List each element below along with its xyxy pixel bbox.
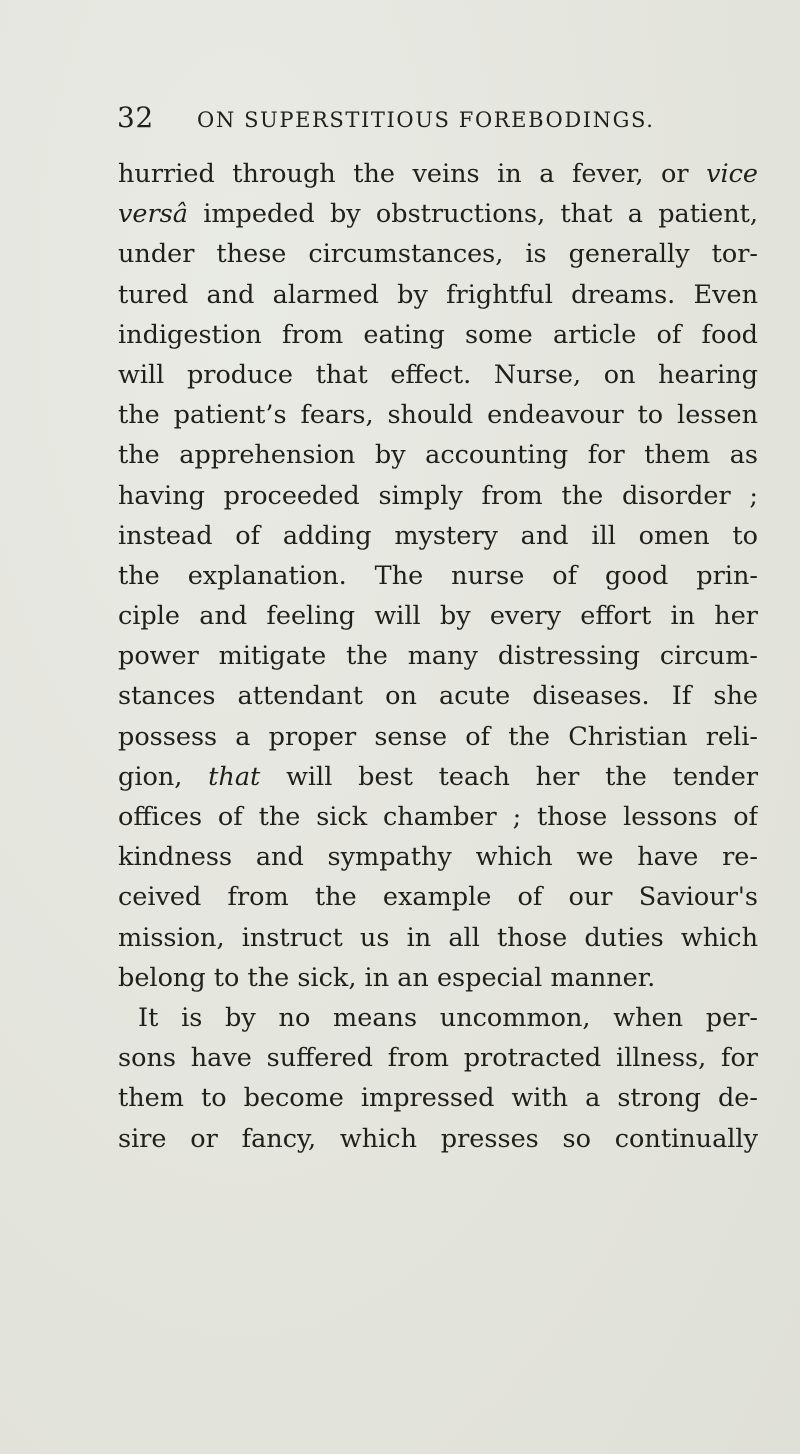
text-line: the explanation. The nurse of good prin- <box>118 560 758 591</box>
body-text <box>118 154 758 1159</box>
text-line: the apprehension by accounting for them as <box>118 440 758 471</box>
text-line: sons have suffered from protracted illness, for <box>118 1043 758 1074</box>
text-line: offices of the sick chamber ; those lessons of <box>118 802 758 832</box>
text-line: the patient’s fears, should endeavour to lessen <box>118 400 758 431</box>
page-header <box>117 96 757 140</box>
text-line <box>118 154 758 194</box>
text-line <box>118 757 758 797</box>
text-line-content: gion, <box>118 761 183 792</box>
text-line: tured and alarmed by frightful dreams. Even <box>118 279 758 310</box>
text-line: will produce that effect. Nurse, on hearing <box>118 359 758 390</box>
text-line: instead of adding mystery and ill omen to <box>118 520 758 551</box>
italic-word: that <box>208 761 261 792</box>
text-line: sire or fancy, which presses so continually <box>118 1123 758 1154</box>
text-line-content: hurried through the veins in a fever, or <box>118 159 689 189</box>
italic-word: versâ <box>118 199 188 230</box>
text-line: ciple and feeling will by every effort in her <box>118 601 758 632</box>
page-number: 32 <box>117 101 154 134</box>
text-line: them to become impressed with a strong de- <box>118 1083 758 1114</box>
text-line: It is by no means uncommon, when per- <box>138 1002 758 1033</box>
text-line: power mitigate the many distressing circum- <box>118 641 758 672</box>
text-line: kindness and sympathy which we have re- <box>118 842 758 873</box>
text-line-content: impeded by obstructions, that a patient, <box>203 199 758 230</box>
text-line: under these circumstances, is generally tor- <box>118 239 758 270</box>
text-line: ceived from the example of our Saviour's <box>118 882 758 913</box>
text-line: mission, instruct us in all those duties which <box>118 922 758 953</box>
text-line: stances attendant on acute diseases. If she <box>118 681 758 712</box>
text-line: possess a proper sense of the Christian reli- <box>118 721 758 752</box>
italic-word: vice <box>706 159 758 189</box>
text-line-content: will best teach her the tender <box>286 761 758 792</box>
text-line: having proceeded simply from the disorder ; <box>118 480 758 511</box>
text-line <box>118 194 758 234</box>
text-line: belong to the sick, in an especial manner. <box>118 962 656 993</box>
running-title: ON SUPERSTITIOUS FOREBODINGS. <box>197 108 655 132</box>
text-line: indigestion from eating some article of food <box>118 319 758 350</box>
